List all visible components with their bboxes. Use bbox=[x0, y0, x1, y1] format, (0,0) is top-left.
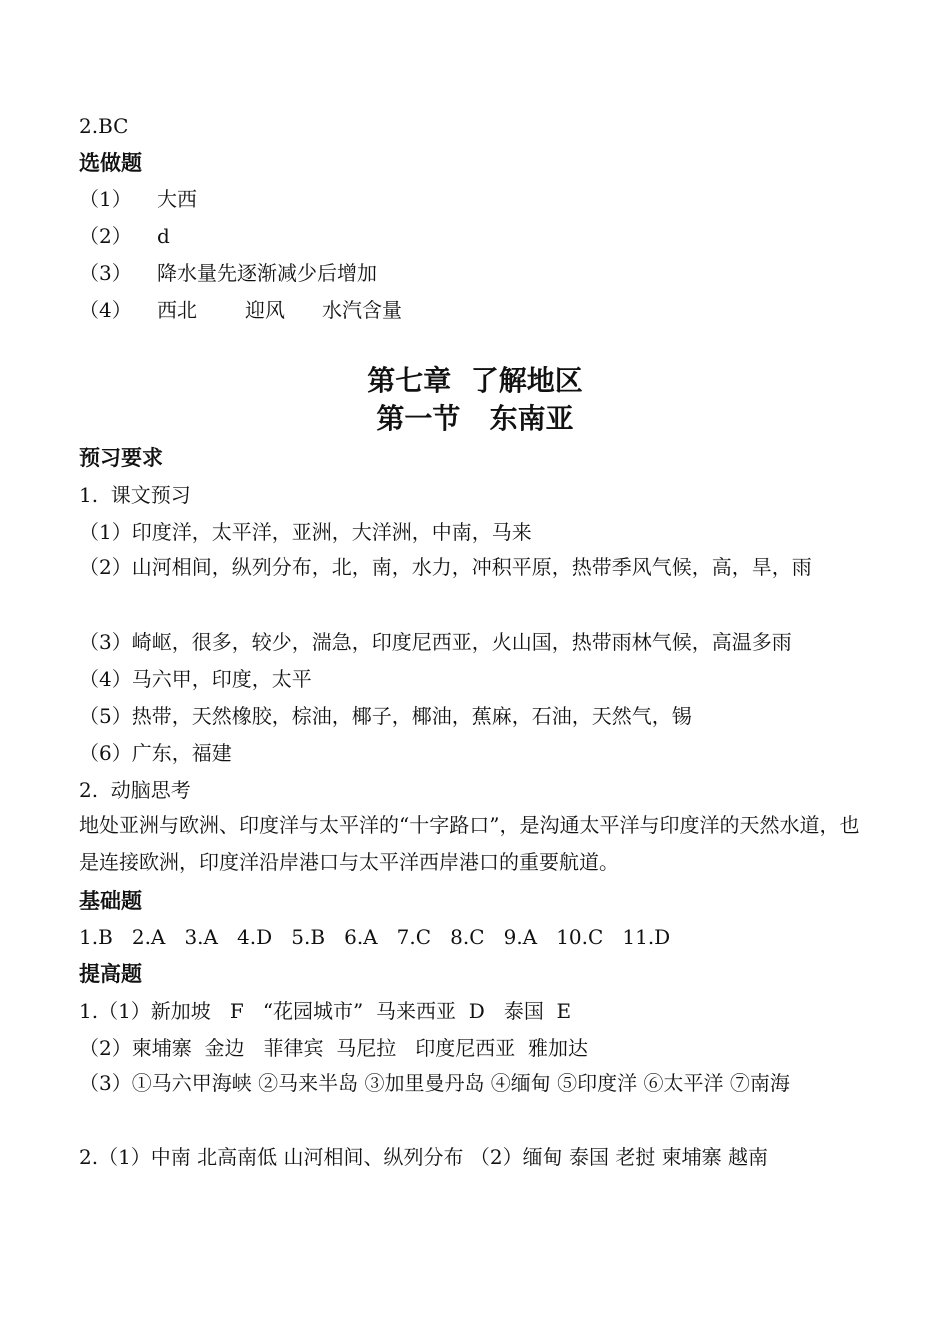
answer-2-bc: 2.BC bbox=[79, 114, 129, 138]
item-number: （4） bbox=[79, 298, 132, 322]
item-answer-2: 迎风 bbox=[245, 298, 285, 322]
item-number: （3） bbox=[79, 261, 132, 285]
item-answer: 大西 bbox=[157, 187, 197, 211]
optional-heading: 选做题 bbox=[79, 151, 142, 175]
thinking-answer: 地处亚洲与欧洲、印度洋与太平洋的“十字路口”，是沟通太平洋与印度洋的天然水道，也是连接欧洲，印度洋沿岸港口与太平洋西岸港口的重要航道。 bbox=[79, 813, 860, 874]
advanced-q1-part2: （2）柬埔寨 金边 菲律宾 马尼拉 印度尼西亚 雅加达 bbox=[79, 1036, 589, 1060]
section-title: 第一节 东南亚 bbox=[376, 402, 574, 435]
item-number: （1） bbox=[79, 187, 132, 211]
item-answer: 降水量先逐渐减少后增加 bbox=[157, 261, 377, 285]
preview-line-2: （2）山河相间，纵列分布，北，南，水力，冲积平原，热带季风气候，高，旱，雨 bbox=[79, 555, 812, 579]
advanced-q2: 2.（1）中南 北高南低 山河相间、纵列分布 （2）缅甸 泰国 老挝 柬埔寨 越南 bbox=[79, 1145, 769, 1169]
chapter-title: 第七章 了解地区 bbox=[367, 364, 583, 397]
preview-line-3: （3）崎岖，很多，较少，湍急，印度尼西亚，火山国，热带雨林气候，高温多雨 bbox=[79, 630, 792, 654]
optional-item-2 bbox=[79, 223, 869, 249]
preview-line-6: （6）广东，福建 bbox=[79, 741, 232, 765]
preview-heading: 预习要求 bbox=[79, 446, 163, 470]
optional-item-3 bbox=[79, 260, 869, 286]
preview-subheading-2: 2. 动脑思考 bbox=[79, 778, 191, 802]
item-answer: d bbox=[157, 224, 170, 248]
advanced-heading: 提高题 bbox=[79, 962, 142, 986]
preview-subheading-1: 1. 课文预习 bbox=[79, 483, 191, 507]
preview-line-5: （5）热带，天然橡胶，棕油，椰子，椰油，蕉麻，石油，天然气，锡 bbox=[79, 704, 692, 728]
item-number: （2） bbox=[79, 224, 132, 248]
basic-heading: 基础题 bbox=[79, 889, 142, 913]
item-answer-3: 水汽含量 bbox=[322, 298, 402, 322]
advanced-q1-part1: 1.（1）新加坡 F “花园城市” 马来西亚 D 泰国 E bbox=[79, 999, 572, 1023]
preview-line-1: （1）印度洋，太平洋，亚洲，大洋洲，中南，马来 bbox=[79, 520, 532, 544]
preview-line-4: （4）马六甲，印度，太平 bbox=[79, 667, 312, 691]
optional-item-1 bbox=[79, 186, 869, 212]
basic-answers: 1.B 2.A 3.A 4.D 5.B 6.A 7.C 8.C 9.A 10.C 11.D bbox=[79, 925, 671, 949]
optional-item-4 bbox=[79, 297, 869, 323]
advanced-q1-part3: （3）①马六甲海峡 ②马来半岛 ③加里曼丹岛 ④缅甸 ⑤印度洋 ⑥太平洋 ⑦南海 bbox=[79, 1071, 790, 1095]
item-answer: 西北 bbox=[157, 298, 197, 322]
